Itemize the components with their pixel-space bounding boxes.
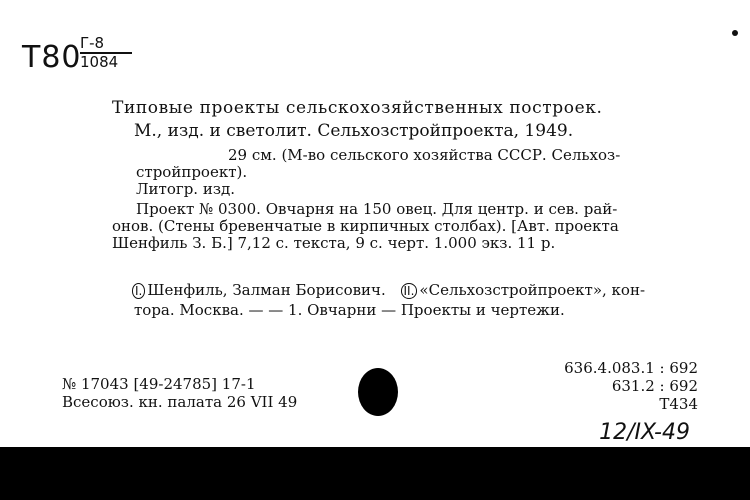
- author-mark: Т434: [659, 395, 698, 413]
- tracing-organization: «Сельхозстройпроект», кон-: [419, 281, 646, 299]
- call-number: Т80: [22, 40, 82, 75]
- description-line-5: Литогр. изд.: [136, 180, 236, 198]
- tracing-marker-1: I.: [132, 283, 145, 299]
- tracing-author: Шенфиль, Залман Борисович.: [147, 281, 386, 299]
- registration-line-2: Всесоюз. кн. палата 26 VII 49: [62, 393, 298, 411]
- call-fraction-bottom: 1084: [80, 53, 119, 71]
- handwritten-date: 12/IX-49: [599, 420, 690, 445]
- udc-code-2: 631.2 : 692: [611, 377, 698, 395]
- title-line-2: М., изд. и светолит. Сельхозстройпроекта, 1949.: [134, 121, 574, 141]
- description-line-8: Шенфиль З. Б.] 7,12 с. текста, 9 с. черт. 1.000 экз. 11 р.: [112, 234, 556, 252]
- registration-line-1: № 17043 [49-24785] 17-1: [62, 375, 256, 393]
- ink-dot: [732, 30, 738, 36]
- tracing-line-2: тора. Москва. — — 1. Овчарни — Проекты и чертежи.: [134, 301, 565, 319]
- description-line-7: онов. (Стены бревенчатые в кирпичных столбах). [Авт. проекта: [112, 217, 619, 235]
- udc-code-1: 636.4.083.1 : 692: [564, 359, 698, 377]
- call-fraction-top: Г-8: [80, 34, 105, 52]
- description-line-4: стройпроект).: [136, 163, 248, 181]
- tracing-line-1: [132, 282, 645, 300]
- call-fraction: [80, 36, 132, 70]
- description-line-3: 29 см. (М-во сельского хозяйства СССР. Сельхоз-: [228, 146, 621, 164]
- ink-blot: [358, 368, 398, 416]
- description-line-6: Проект № 0300. Овчарня на 150 овец. Для центр. и сев. рай-: [136, 200, 618, 218]
- title-line-1: Типовые проекты сельскохозяйственных построек.: [112, 98, 603, 118]
- tracing-marker-2: II.: [401, 283, 418, 299]
